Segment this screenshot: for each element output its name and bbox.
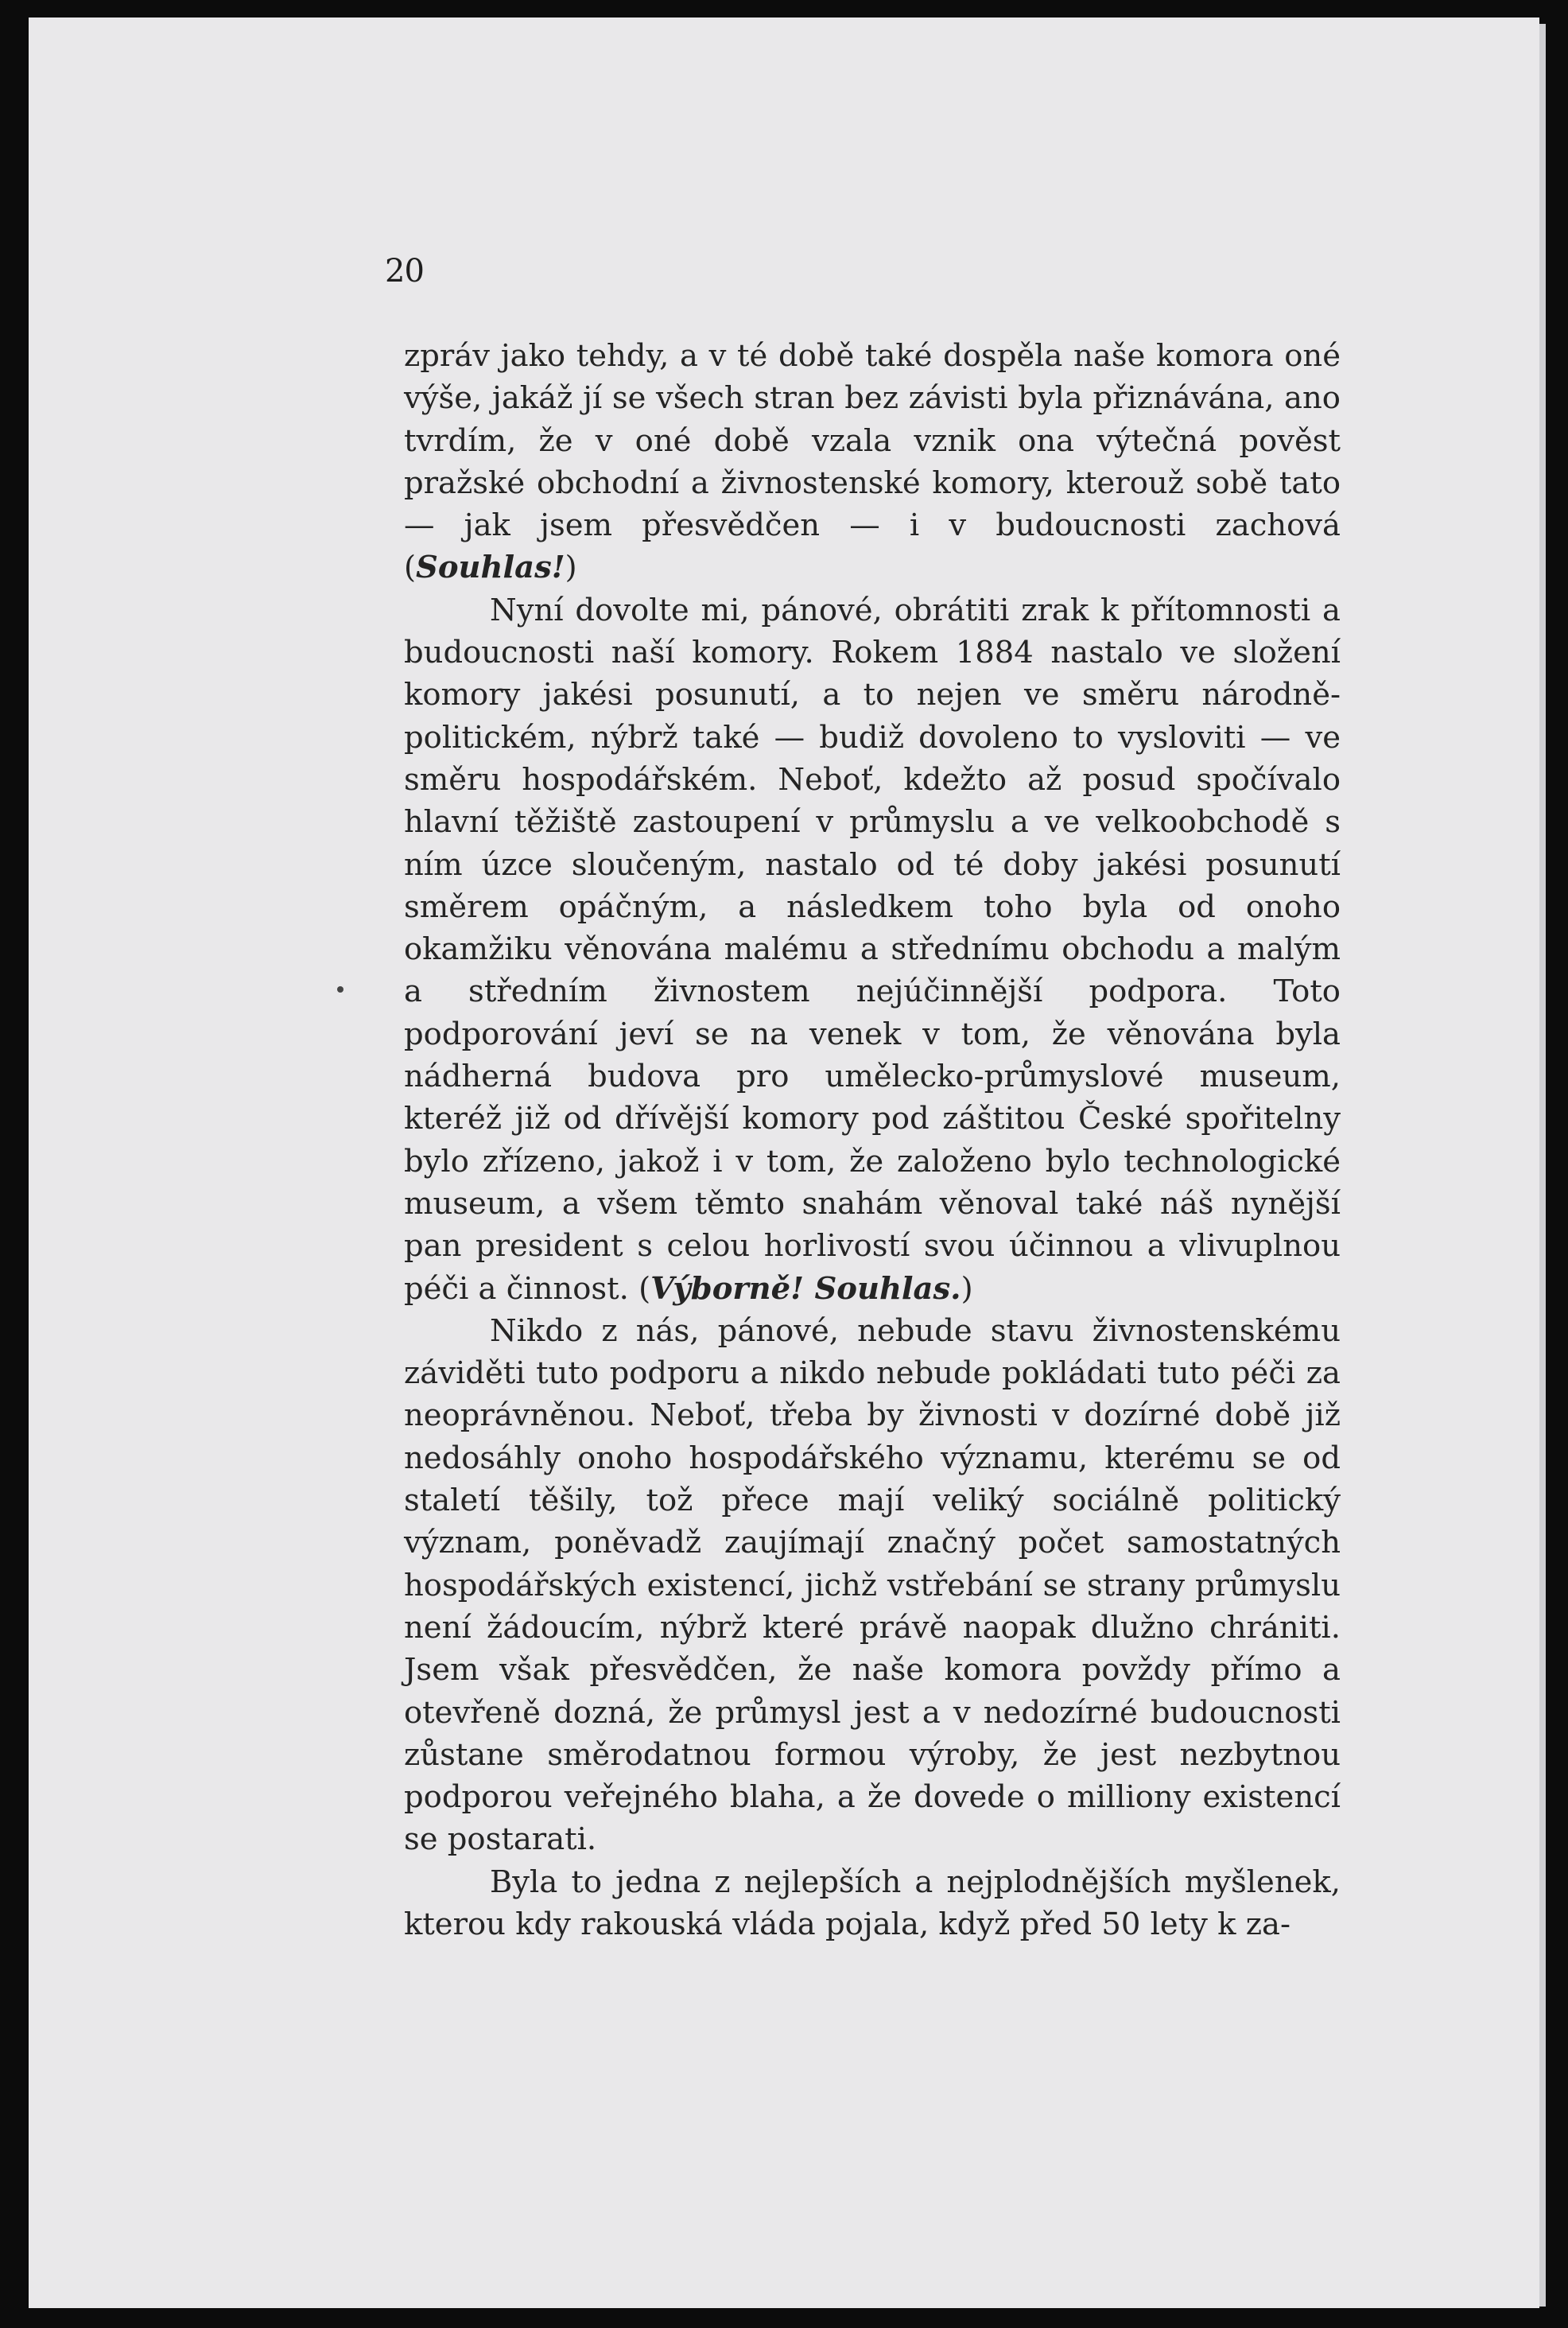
page-number: 20 (385, 253, 424, 290)
paragraph-2-interjection: Výborně! Souhlas. (650, 1270, 961, 1307)
paragraph-2 (404, 589, 1341, 1310)
paragraph-2-text-2: ) (961, 1270, 973, 1307)
paragraph-4 (404, 1861, 1341, 1946)
paragraph-1-text-1: zpráv jako tehdy, a v té době také dospěla naše komora oné výše, jakáž jí se všech stran bez závisti byla přiznávána, ano tvrdím, že v oné době vzala vznik ona výtečná pověst pražské obchodní a živnostenské komory, kterouž sobě tato — jak jsem přesvědčen — i v budoucnosti zachová ( (404, 338, 1341, 586)
margin-mark (337, 986, 343, 993)
page-edge (1539, 24, 1546, 2307)
paragraph-4-text-1: Byla to jedna z nejlepších a nejplodnějších myšlenek, kterou kdy rakouská vláda pojala, když před 50 lety k za- (404, 1864, 1341, 1942)
paragraph-3 (404, 1310, 1341, 1861)
paragraph-1-interjection: Souhlas! (416, 550, 565, 586)
paragraph-3-text-1: Nikdo z nás, pánové, nebude stavu živnostenskému záviděti tuto podporu a nikdo nebude pokládati tuto péči za neoprávněnou. Neboť, třeba by živnosti v dozírné době již nedosáhly onoho hospodářského významu, kterému se od staletí těšily, tož přece mají veliký sociálně politický význam, poněvadž zaujímají značný počet samostatných hospodářských existencí, jichž vstřebání se strany průmyslu není žádoucím, nýbrž které právě naopak dlužno chrániti. Jsem však přesvědčen, že naše komora povždy přímo a otevřeně dozná, že průmysl jest a v nedozírné budoucnosti zůstane směrodatnou formou výroby, že jest nezbytnou podporou veřejného blaha, a že dovede o milliony existencí se postarati. (404, 1312, 1341, 1858)
paragraph-2-text-1: Nyní dovolte mi, pánové, obrátiti zrak k přítomnosti a budoucnosti naší komory. Rokem 1884 nastalo ve složení komory jakési posunutí, a to nejen ve směru národně-politickém, nýbrž také — budiž dovoleno to vysloviti — ve směru hospodářském. Neboť, kdežto až posud spočívalo hlavní těžiště zastoupení v průmyslu a ve velkoobchodě s ním úzce sloučeným, nastalo od té doby jakési posunutí směrem opáčným, a následkem toho byla od onoho okamžiku věnována malému a střednímu obchodu a malým a středním živnostem nejúčinnější podpora. Toto podporování jeví se na venek v tom, že věnována byla nádherná budova pro umělecko-průmyslové museum, kteréž již od dřívější komory pod záštitou České spořitelny bylo zřízeno, jakož i v tom, že založeno bylo technologické museum, a všem těmto snahám věnoval také náš nynější pan president s celou horlivostí svou účinnou a vlivuplnou péči a činnost. ( (404, 592, 1341, 1307)
paragraph-1 (404, 335, 1341, 589)
paragraph-1-text-2: ) (565, 550, 577, 586)
body-text (404, 335, 1341, 1945)
